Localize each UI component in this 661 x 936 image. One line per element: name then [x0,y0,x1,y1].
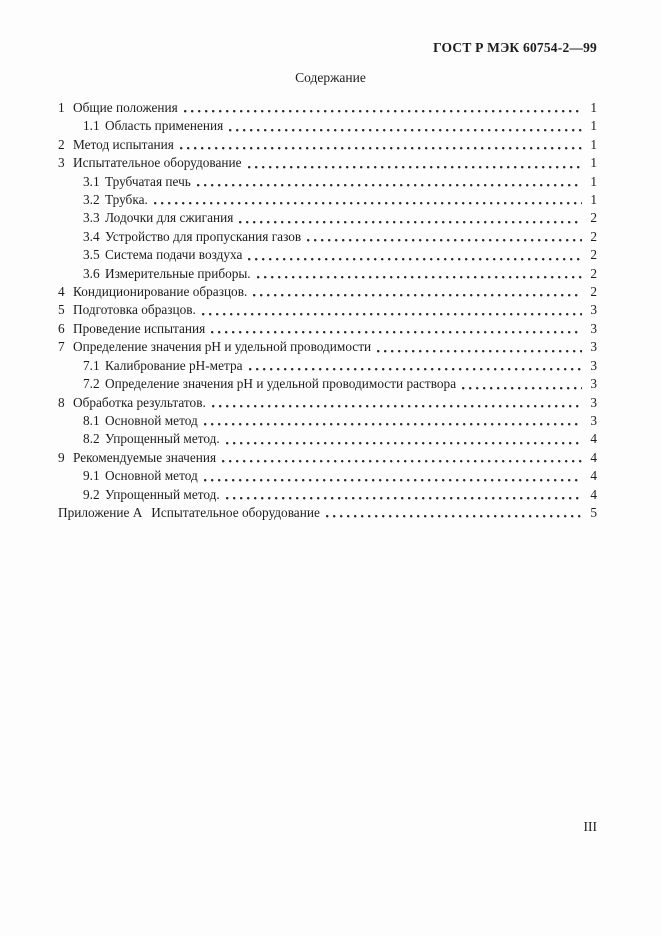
toc-dot-leader [204,416,582,430]
toc-entry [58,412,597,430]
toc-entry [58,246,597,264]
toc-entry-label: Измерительные приборы. [105,265,251,281]
toc-entry-number: 9 [58,449,65,465]
toc-entry-number: 1 [58,100,65,115]
toc-entry-number: 6 [58,320,65,336]
toc-entry-page: 2 [590,265,597,281]
toc-entry-page: 2 [590,228,597,244]
toc-list [58,99,597,522]
toc-entry-label: Основной метод [105,468,198,484]
toc-entry-number: 7 [58,339,65,355]
toc-entry [58,228,597,246]
toc-dot-leader [307,232,582,246]
toc-entry-label: Трубка. [105,192,148,208]
toc-entry-page: 1 [590,118,597,134]
toc-dot-leader [222,453,582,467]
toc-entry [58,504,597,522]
toc-heading: Содержание [295,70,366,85]
toc-entry [58,99,597,117]
toc-entry-number: 7.2 [83,376,100,392]
toc-entry-number: 1.1 [83,118,100,134]
toc-entry-label: Испытательное оборудование [73,155,242,171]
toc-entry [58,467,597,485]
toc-entry-label: Упрощенный метод. [105,431,220,447]
toc-entry-page: 3 [590,302,597,318]
toc-entry-page: 3 [590,357,597,373]
toc-entry-label: Обработка результатов. [73,394,206,410]
toc-entry-page: 3 [590,339,597,355]
toc-dot-leader [180,140,582,154]
toc-entry-label: Основной метод [105,412,198,428]
folio-page-number: III [583,819,597,834]
toc-dot-leader [462,380,582,394]
toc-entry [58,191,597,209]
toc-dot-leader [197,177,582,191]
toc-dot-leader [226,435,582,449]
toc-entry-label: Область применения [105,118,224,134]
toc-entry [58,117,597,135]
toc-dot-leader [326,508,582,522]
toc-entry [58,136,597,154]
toc-entry-page: 4 [590,468,597,484]
toc-entry-number: 5 [58,302,65,318]
toc-dot-leader [204,472,582,486]
toc-entry-number: 3.5 [83,247,100,263]
toc-dot-leader [257,269,582,283]
toc-entry-page: 1 [590,100,597,115]
toc-entry-label: Лодочки для сжигания [105,210,234,226]
toc-entry-number: 8.1 [83,412,100,428]
toc-entry [58,430,597,448]
toc-dot-leader [211,324,582,338]
toc-dot-leader [239,214,582,228]
toc-dot-leader [202,306,582,320]
toc-entry-number: 3.4 [83,228,100,244]
toc-entry-label: Кондиционирование образцов. [73,284,248,300]
toc-entry-label: Упрощенный метод. [105,486,220,502]
toc-entry-label: Устройство для пропускания газов [105,228,302,244]
toc-dot-leader [226,490,582,504]
toc-entry-page: 1 [590,192,597,208]
toc-entry-page: 3 [590,376,597,392]
toc-entry-number: 9.2 [83,486,100,502]
toc-dot-leader [184,103,582,117]
toc-entry-page: 3 [590,320,597,336]
toc-entry-page: 5 [590,504,597,520]
toc-entry-label: Трубчатая печь [105,173,191,189]
toc-entry [58,486,597,504]
toc-entry-label: Общие положения [73,100,178,115]
toc-dot-leader [249,361,582,375]
toc-dot-leader [229,122,582,136]
toc-entry-number: 3.3 [83,210,100,226]
toc-entry-page: 2 [590,247,597,263]
toc-entry [58,338,597,356]
toc-entry-label: Проведение испытания [73,320,206,336]
toc-dot-leader [212,398,582,412]
toc-entry-number: 2 [58,136,65,152]
toc-entry [58,357,597,375]
toc-entry [58,209,597,227]
toc-entry-number: 3.1 [83,173,100,189]
toc-entry-number: 3 [58,155,65,171]
toc-entry-page: 4 [590,431,597,447]
document-standard-number: ГОСТ Р МЭК 60754-2—99 [433,40,597,55]
toc-entry [58,449,597,467]
toc-entry [58,283,597,301]
toc-entry-number: 8.2 [83,431,100,447]
toc-dot-leader [248,251,582,265]
toc-entry-number: 3.6 [83,265,100,281]
toc-entry-page: 1 [590,155,597,171]
toc-entry-page: 4 [590,486,597,502]
toc-dot-leader [248,159,582,173]
toc-entry [58,154,597,172]
toc-entry-page: 1 [590,136,597,152]
toc-entry-page: 1 [590,173,597,189]
toc-entry-page: 3 [590,412,597,428]
toc-entry-label: Калибрование pH-метра [105,357,243,373]
toc-entry-label: Определение значения pH и удельной проводимости раствора [105,376,457,392]
toc-entry-label: Метод испытания [73,136,174,152]
toc-entry-page: 4 [590,449,597,465]
toc-entry-label: Подготовка образцов. [73,302,196,318]
toc-entry [58,265,597,283]
toc-entry [58,173,597,191]
toc-entry [58,394,597,412]
toc-entry-label: Определение значения pH и удельной проводимости [73,339,372,355]
toc-entry-page: 3 [590,394,597,410]
toc-entry [58,375,597,393]
toc-entry-number: Приложение А [58,504,143,520]
toc-entry-number: 8 [58,394,65,410]
toc-entry-page: 2 [590,284,597,300]
toc-entry-label: Система подачи воздуха [105,247,243,263]
toc-entry [58,301,597,319]
toc-dot-leader [377,343,582,357]
toc-entry-number: 4 [58,284,65,300]
toc-dot-leader [154,195,582,209]
toc-entry-number: 3.2 [83,192,100,208]
toc-entry [58,320,597,338]
toc-entry-label: Рекомендуемые значения [73,449,217,465]
toc-entry-number: 9.1 [83,468,100,484]
toc-entry-number: 7.1 [83,357,100,373]
toc-entry-page: 2 [590,210,597,226]
toc-entry-label: Испытательное оборудование [151,504,320,520]
toc-dot-leader [253,287,582,301]
